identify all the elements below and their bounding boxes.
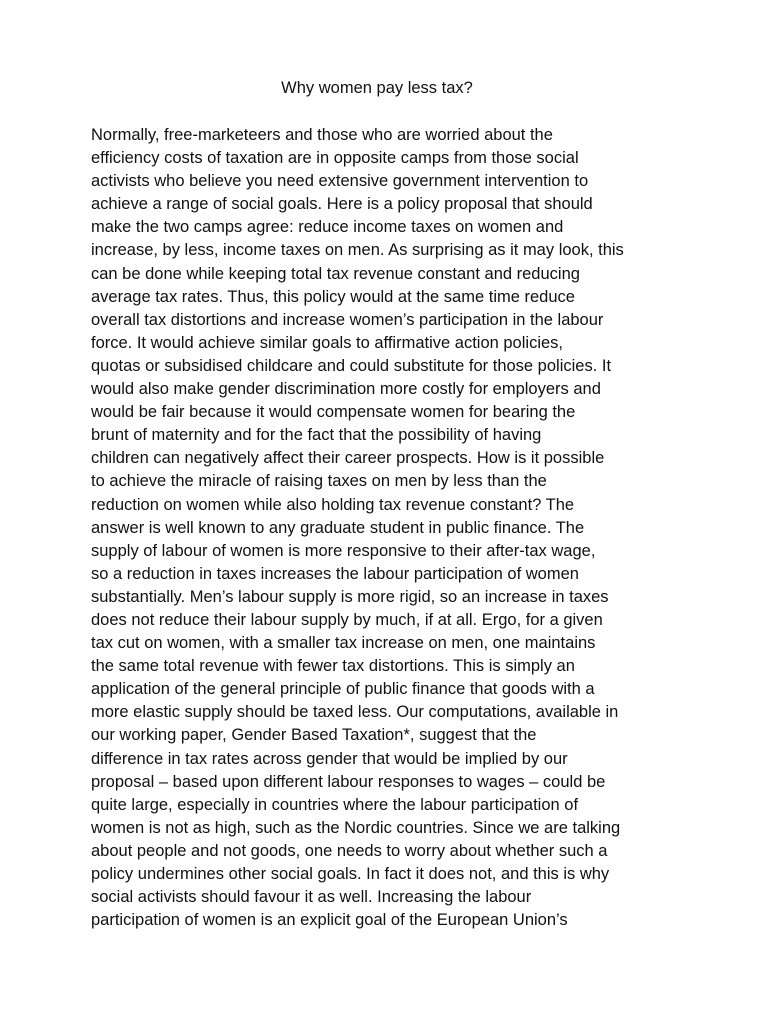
text-line: social activists should favour it as well. Increasing the labour (91, 888, 532, 907)
text-line: brunt of maternity and for the fact that the possibility of having (91, 426, 542, 445)
text-line: quotas or subsidised childcare and could substitute for those policies. It (91, 356, 612, 375)
text-line: more elastic supply should be taxed less. Our computations, available in (91, 703, 619, 722)
document-body (91, 124, 691, 932)
text-line: can be done while keeping total tax revenue constant and reducing (91, 264, 580, 283)
text-line: overall tax distortions and increase women’s participation in the labour (91, 310, 604, 329)
text-line: proposal – based upon different labour responses to wages – could be (91, 772, 606, 791)
text-line: to achieve the miracle of raising taxes on men by less than the (91, 472, 547, 491)
text-line: quite large, especially in countries where the labour participation of (91, 795, 579, 814)
text-line: substantially. Men’s labour supply is more rigid, so an increase in taxes (91, 587, 609, 606)
text-line: would also make gender discrimination more costly for employers and (91, 380, 601, 399)
text-line: policy undermines other social goals. In fact it does not, and this is why (91, 865, 610, 883)
text-line: make the two camps agree: reduce income taxes on women and (91, 218, 564, 237)
text-line: does not reduce their labour supply by much, if at all. Ergo, for a given (91, 610, 603, 629)
text-line: achieve a range of social goals. Here is a policy proposal that should (91, 195, 593, 214)
text-line: women is not as high, such as the Nordic countries. Since we are talking (91, 818, 621, 837)
text-line: supply of labour of women is more responsive to their after-tax wage, (91, 541, 596, 560)
text-line: so a reduction in taxes increases the labour participation of women (91, 564, 579, 583)
text-line: difference in tax rates across gender that would be implied by our (91, 749, 568, 768)
text-line: force. It would achieve similar goals to affirmative action policies, (91, 333, 563, 352)
text-line: increase, by less, income taxes on men. As surprising as it may look, this (91, 241, 624, 260)
document-title: Why women pay less tax? (281, 79, 473, 97)
text-line: would be fair because it would compensate women for bearing the (91, 403, 576, 422)
text-line: Normally, free-marketeers and those who are worried about the (91, 126, 553, 144)
text-line: our working paper, Gender Based Taxation*, suggest that the (91, 726, 537, 745)
text-line: participation of women is an explicit goal of the European Union’s (91, 911, 568, 930)
text-line: activists who believe you need extensive government intervention to (91, 172, 589, 191)
text-line: tax cut on women, with a smaller tax increase on men, one maintains (91, 634, 596, 653)
text-line: application of the general principle of public finance that goods with a (91, 680, 595, 699)
text-line: children can negatively affect their career prospects. How is it possible (91, 449, 605, 468)
text-line: average tax rates. Thus, this policy would at the same time reduce (91, 287, 575, 306)
text-line: the same total revenue with fewer tax distortions. This is simply an (91, 657, 575, 676)
text-line: reduction on women while also holding tax revenue constant? The (91, 495, 575, 514)
text-line: efficiency costs of taxation are in opposite camps from those social (91, 149, 579, 168)
text-line: about people and not goods, one needs to worry about whether such a (91, 841, 608, 860)
text-line: answer is well known to any graduate student in public finance. The (91, 518, 585, 537)
